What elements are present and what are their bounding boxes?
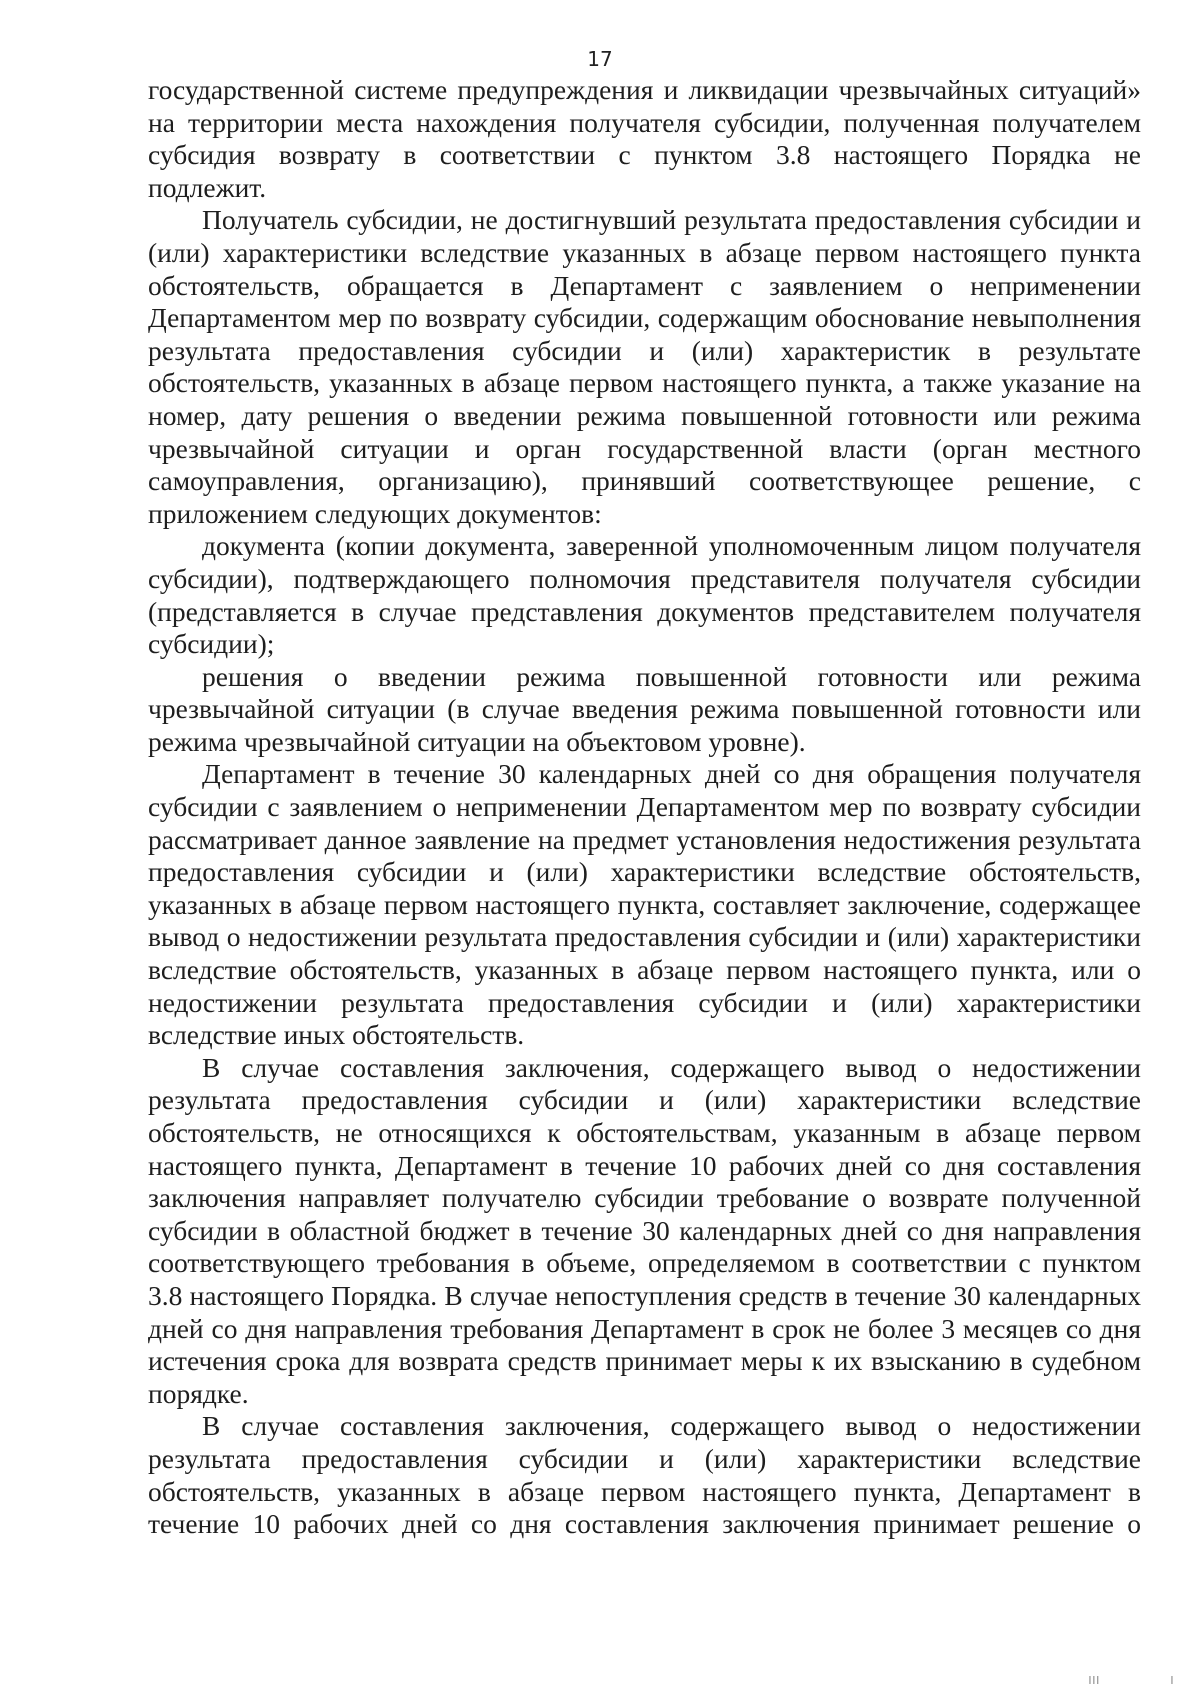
paragraph-6: В случае составления заключения, содержащего вывод о недостижении результата предоставления субсидии и (или) характеристики вследствие обстоятельств, не относящихся к обстоятельствам, указанным в абзаце первом настоящего пункта, Департамент в течение 10 рабочих дней со дня составления заключения направляет получателю субсидии требование о возврате полученной субсидии в областной бюджет в течение 30 календарных дней со дня направления соответствующего требования в объеме, определяемом в соответствии с пунктом 3.8 настоящего Порядка. В случае непоступления средств в течение 30 календарных дней со дня направления требования Департамент в срок не более 3 месяцев со дня истечения срока для возврата средств принимает меры к их взысканию в судебном порядке.	[148, 1051, 1141, 1409]
page-number: 17	[587, 47, 613, 71]
scan-artifact: ııı	[1088, 1672, 1100, 1688]
paragraph-3: документа (копии документа, заверенной уполномоченным лицом получателя субсидии), подтверждающего полномочия представителя получателя субсидии (представляется в случае представления документов представителем получателя субсидии);	[148, 530, 1141, 660]
paragraph-7: В случае составления заключения, содержащего вывод о недостижении результата предоставления субсидии и (или) характеристики вследствие обстоятельств, указанных в абзаце первом настоящего пункта, Департамент в течение 10 рабочих дней со дня составления заключения принимает решение о	[148, 1410, 1141, 1540]
scan-artifact: ı	[1170, 1672, 1174, 1688]
paragraph-2: Получатель субсидии, не достигнувший результата предоставления субсидии и (или) характеристики вследствие указанных в абзаце первом настоящего пункта обстоятельств, обращается в Департамент с заявлением о неприменении Департаментом мер по возврату субсидии, содержащим обоснование невыполнения результата предоставления субсидии и (или) характеристик в результате обстоятельств, указанных в абзаце первом настоящего пункта, а также указание на номер, дату решения о введении режима повышенной готовности или режима чрезвычайной ситуации и орган государственной власти (орган местного самоуправления, организацию), принявший соответствующее решение, с приложением следующих документов:	[148, 204, 1141, 529]
paragraph-5: Департамент в течение 30 календарных дней со дня обращения получателя субсидии с заявлением о неприменении Департаментом мер по возврату субсидии рассматривает данное заявление на предмет установления недостижения результата предоставления субсидии и (или) характеристики вследствие обстоятельств, указанных в абзаце первом настоящего пункта, составляет заключение, содержащее вывод о недостижении результата предоставления субсидии и (или) характеристики вследствие обстоятельств, указанных в абзаце первом настоящего пункта, или о недостижении результата предоставления субсидии и (или) характеристики вследствие иных обстоятельств.	[148, 758, 1141, 1051]
document-body	[148, 74, 1141, 1541]
paragraph-1: государственной системе предупреждения и ликвидации чрезвычайных ситуаций» на территории места нахождения получателя субсидии, полученная получателем субсидия возврату в соответствии с пунктом 3.8 настоящего Порядка не подлежит.	[148, 74, 1141, 203]
paragraph-4: решения о введении режима повышенной готовности или режима чрезвычайной ситуации (в случае введения режима повышенной готовности или режима чрезвычайной ситуации на объектовом уровне).	[148, 660, 1141, 757]
